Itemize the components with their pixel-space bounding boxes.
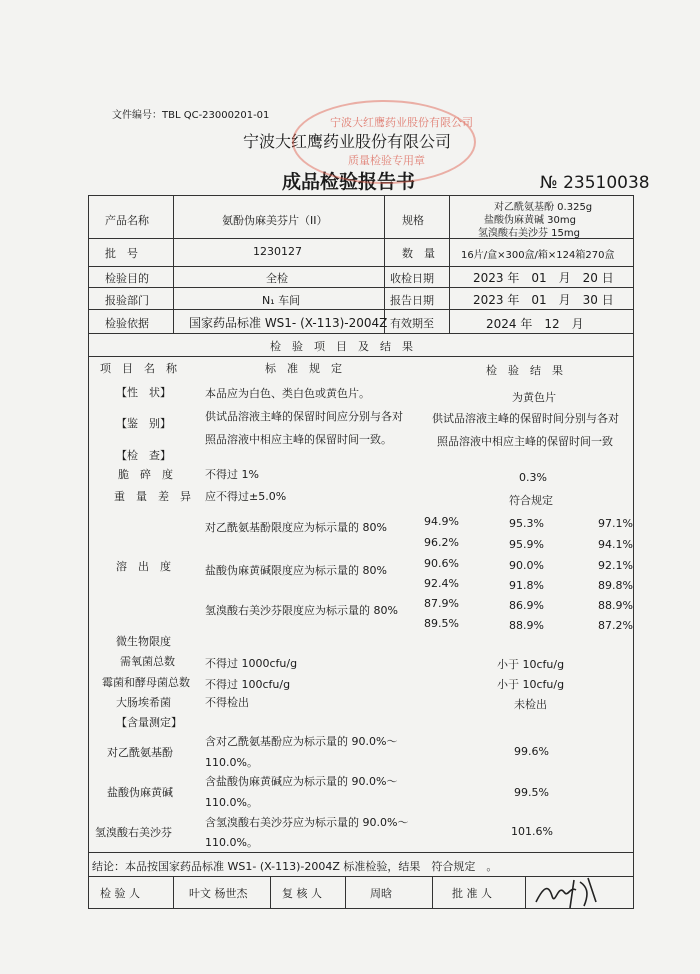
assay-dextromethorphan-standard-1: 含氢溴酸右美沙芬应为标示量的 90.0%～ [205, 816, 409, 829]
dissolution-value: 95.3% [509, 517, 544, 530]
spec-value-2: 盐酸伪麻黄碱 30mg [484, 215, 576, 226]
mold-yeast-label: 霉菌和酵母菌总数 [102, 676, 190, 689]
department-value: N₁ 车间 [262, 294, 301, 307]
e-coli-result: 未检出 [514, 698, 547, 711]
section-title: 检 验 项 目 及 结 果 [270, 340, 413, 353]
product-name-value: 氨酚伪麻美芬片（II） [222, 214, 328, 227]
dissolution-value: 91.8% [509, 579, 544, 592]
dissolution-value: 97.1% [598, 517, 633, 530]
spec-label: 规格 [402, 214, 424, 227]
check-label: 【检 查】 [116, 449, 171, 462]
mold-yeast-result: 小于 10cfu/g [497, 678, 565, 691]
reviewer-label: 复 核 人 [282, 887, 322, 900]
purpose-value: 全检 [266, 272, 288, 285]
dissolution-value: 86.9% [509, 599, 544, 612]
file-number: 文件编号：TBL QC-23000201-01 [112, 110, 270, 121]
company-name: 宁波大红鹰药业股份有限公司 [243, 132, 452, 151]
assay-dextromethorphan-label: 氢溴酸右美沙芬 [95, 826, 172, 839]
identification-standard-2: 照品溶液中相应主峰的保留时间一致。 [205, 433, 392, 446]
dissolution-value: 90.0% [509, 559, 544, 572]
friability-label: 脆 碎 度 [118, 468, 173, 481]
aerobic-count-result: 小于 10cfu/g [497, 658, 565, 671]
department-label: 报验部门 [105, 294, 149, 307]
report-date-label: 报告日期 [390, 294, 434, 307]
inspector-label: 检 验 人 [100, 887, 140, 900]
microbial-limit-label: 微生物限度 [116, 635, 171, 648]
aerobic-count-standard: 不得过 1000cfu/g [205, 657, 298, 670]
dissolution-value: 87.2% [598, 619, 633, 632]
assay-pseudoephedrine-result: 99.5% [514, 786, 549, 799]
e-coli-standard: 不得检出 [205, 696, 249, 709]
assay-dextromethorphan-standard-2: 110.0%。 [205, 836, 258, 849]
seal-text-company: 宁波大红鹰药业股份有限公司 [330, 116, 473, 129]
weight-variation-standard: 应不得过±5.0% [205, 490, 287, 503]
dissolution-value: 88.9% [509, 619, 544, 632]
character-label: 【性 状】 [116, 386, 171, 399]
e-coli-label: 大肠埃希菌 [116, 696, 171, 709]
inspector-value: 叶文 杨世杰 [189, 887, 248, 900]
dissolution-value: 88.9% [598, 599, 633, 612]
dissolution-value: 90.6% [424, 557, 459, 570]
batch-value: 1230127 [253, 245, 302, 258]
quantity-value: 16片/盒×300盒/箱×124箱270盒 [461, 250, 615, 261]
aerobic-count-label: 需氧菌总数 [120, 655, 175, 668]
weight-variation-result: 符合规定 [509, 494, 553, 507]
dissolution-value: 95.9% [509, 538, 544, 551]
dissolution-value: 96.2% [424, 536, 459, 549]
seal-text-purpose: 质量检验专用章 [348, 154, 425, 167]
batch-label: 批 号 [105, 247, 138, 260]
conclusion: 结论：本品按国家药品标准 WS1- (X-113)-2004Z 标准检验，结果 符合规定 。 [92, 860, 498, 873]
dissolution-standard-pseudoephedrine: 盐酸伪麻黄碱限度应为标示量的 80% [205, 564, 387, 577]
company-seal [292, 100, 476, 184]
dissolution-label: 溶 出 度 [116, 560, 171, 573]
column-result: 检 验 结 果 [486, 364, 563, 377]
dissolution-value: 94.1% [598, 538, 633, 551]
report-date-value: 2023 年 01 月 30 日 [473, 293, 614, 307]
friability-result: 0.3% [519, 471, 547, 484]
assay-pseudoephedrine-standard-1: 含盐酸伪麻黄碱应为标示量的 90.0%～ [205, 775, 398, 788]
quantity-label: 数 量 [402, 247, 435, 260]
assay-acetaminophen-standard-2: 110.0%。 [205, 756, 258, 769]
basis-label: 检验依据 [105, 317, 149, 330]
receive-date-label: 收检日期 [390, 272, 434, 285]
approver-signature [530, 872, 600, 912]
identification-standard-1: 供试品溶液主峰的保留时间应分别与各对 [205, 410, 403, 423]
assay-dextromethorphan-result: 101.6% [511, 825, 553, 838]
approver-label: 批 准 人 [452, 887, 492, 900]
character-standard: 本品应为白色、类白色或黄色片。 [205, 387, 370, 400]
friability-standard: 不得过 1% [205, 468, 259, 481]
reviewer-value: 周晗 [370, 887, 392, 900]
identification-result-1: 供试品溶液主峰的保留时间分别与各对 [432, 412, 619, 425]
assay-label: 【含量测定】 [116, 716, 182, 729]
assay-pseudoephedrine-standard-2: 110.0%。 [205, 796, 258, 809]
column-item-name: 项 目 名 称 [100, 362, 177, 375]
identification-result-2: 照品溶液中相应主峰的保留时间一致 [437, 435, 613, 448]
dissolution-value: 92.4% [424, 577, 459, 590]
expiry-label: 有效期至 [390, 317, 434, 330]
dissolution-value: 94.9% [424, 515, 459, 528]
dissolution-value: 89.5% [424, 617, 459, 630]
basis-value: 国家药品标准 WS1- (X-113)-2004Z [189, 316, 388, 330]
dissolution-standard-acetaminophen: 对乙酰氨基酚限度应为标示量的 80% [205, 521, 387, 534]
column-standard: 标 准 规 定 [265, 362, 342, 375]
report-title: 成品检验报告书 [282, 171, 416, 193]
spec-value-1: 对乙酰氨基酚 0.325g [494, 202, 593, 213]
dissolution-standard-dextromethorphan: 氢溴酸右美沙芬限度应为标示量的 80% [205, 604, 398, 617]
expiry-value: 2024 年 12 月 [486, 317, 584, 331]
assay-pseudoephedrine-label: 盐酸伪麻黄碱 [107, 786, 173, 799]
assay-acetaminophen-label: 对乙酰氨基酚 [107, 746, 173, 759]
dissolution-value: 92.1% [598, 559, 633, 572]
weight-variation-label: 重 量 差 异 [114, 490, 191, 503]
dissolution-value: 87.9% [424, 597, 459, 610]
character-result: 为黄色片 [512, 391, 556, 404]
product-name-label: 产品名称 [105, 214, 149, 227]
assay-acetaminophen-result: 99.6% [514, 745, 549, 758]
mold-yeast-standard: 不得过 100cfu/g [205, 678, 291, 691]
identification-label: 【鉴 别】 [116, 417, 171, 430]
report-number: № 23510038 [540, 173, 650, 193]
purpose-label: 检验目的 [105, 272, 149, 285]
receive-date-value: 2023 年 01 月 20 日 [473, 271, 614, 285]
assay-acetaminophen-standard-1: 含对乙酰氨基酚应为标示量的 90.0%～ [205, 735, 398, 748]
spec-value-3: 氢溴酸右美沙芬 15mg [478, 228, 580, 239]
dissolution-value: 89.8% [598, 579, 633, 592]
